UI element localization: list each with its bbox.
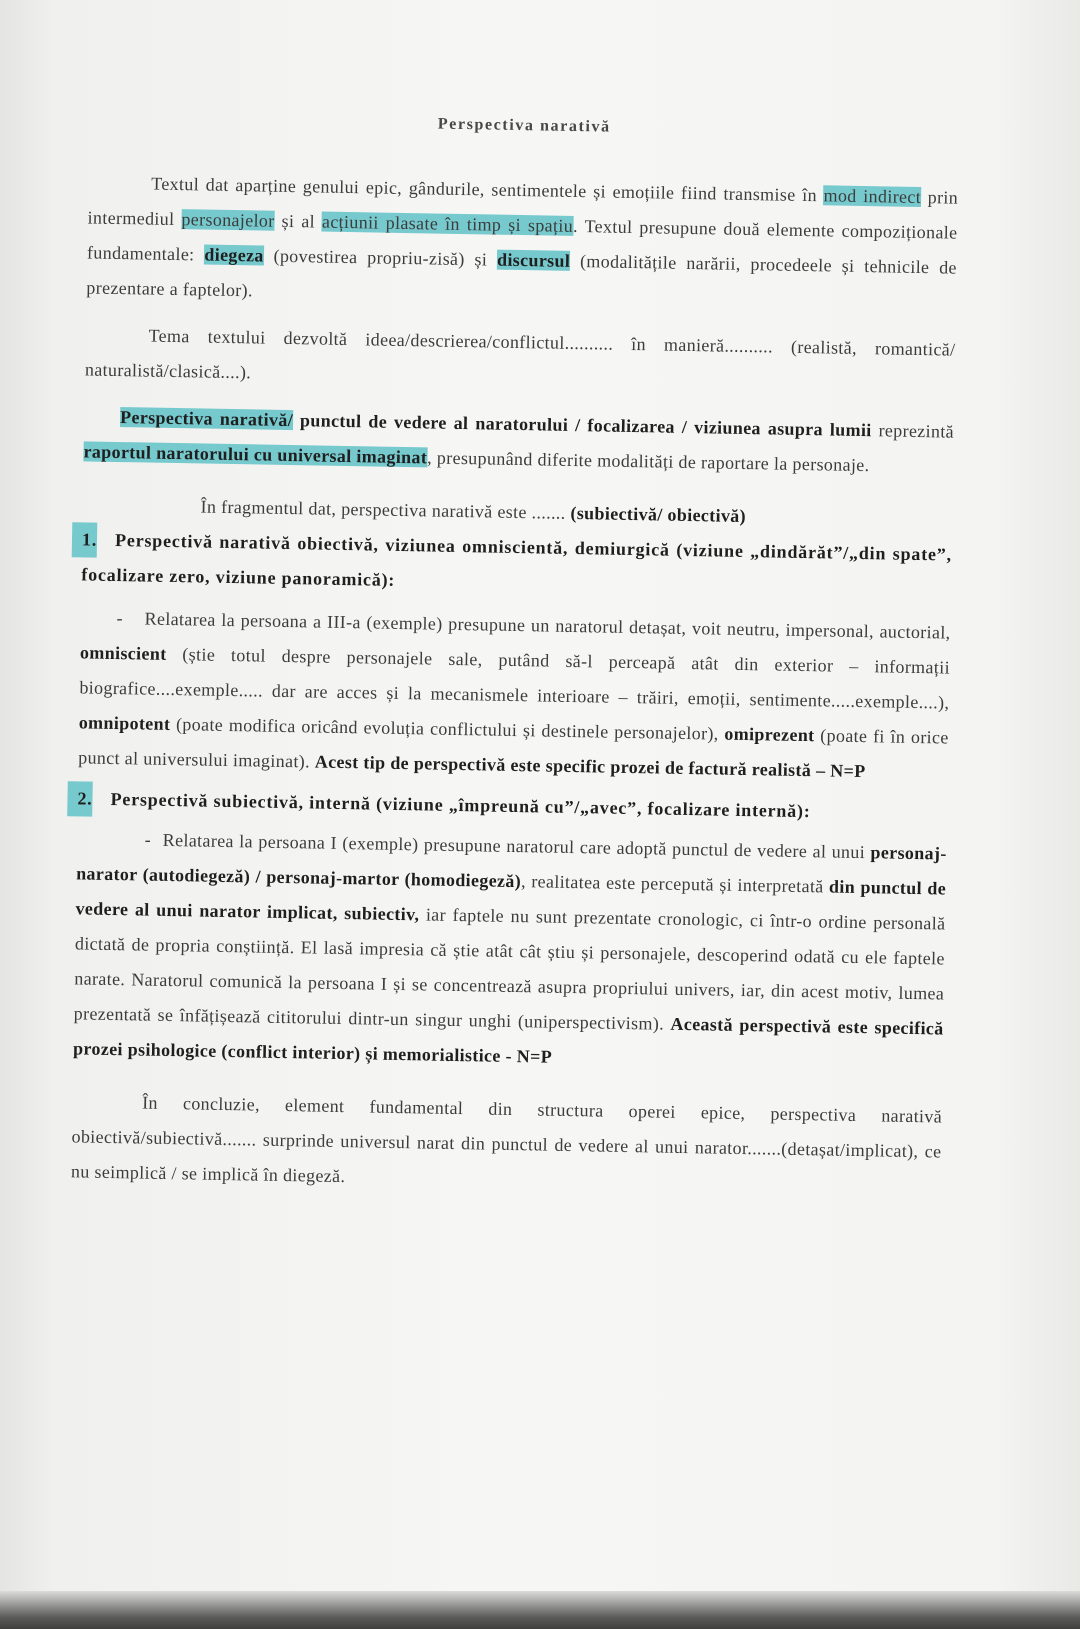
highlight-actiunii: acțiunii plasate în timp și spațiu [321, 211, 574, 236]
fragment-text: În fragmentul dat, perspectiva narativă este ....... [200, 496, 571, 523]
objective-heading-text: Perspectivă narativă obiectivă, viziunea omniscientă, demiurgică (viziune „dindărăt”/„din spate”, focalizare zero, viziune panoramică): [81, 529, 953, 590]
intro-text: prin intermediul [87, 187, 959, 230]
fragment-options: (subiectivă/ obiectivă) [570, 502, 747, 526]
objective-text: (poate fi în orice punct al universului imaginat). [78, 725, 949, 772]
theme-paragraph: Tema textului dezvoltă ideea/descrierea/conflictul.......... în manieră.......... (realistă, romantică/ naturalistă/clasică....). [84, 325, 956, 383]
term-omniscient: omniscient [79, 642, 167, 664]
definition-paragraph [83, 399, 954, 484]
subjective-text: iar faptele nu sunt prezentate cronologic, ci într-o ordine personală dictată de propria conștiință. El lasă impresia că știe atât cât știu și personajele, descoperind odată cu ele faptele narate. Naratorul comunică la persoana I și se concentrează asupra propriului univers, iar, din acest motiv, lumea prezentată se înfățișează cititorului dintr-un singur unghi (uniperspectivism). [73, 904, 946, 1034]
objective-perspective-heading [81, 522, 952, 607]
term-discursul: discursul [496, 249, 571, 271]
bullet-dash: - [116, 608, 124, 629]
intro-text: . Textul presupune două elemente compoziționale fundamentale: [86, 215, 958, 265]
highlight-raportul-naratorului: raportul naratorului cu universal imaginat [83, 441, 428, 468]
term-perspectiva-narativa: Perspectiva narativă/ [119, 407, 294, 431]
term-omiprezent: omiprezent [724, 723, 815, 746]
intro-text: (modalitățile narării, procedeele și tehnicile de prezentare a faptelor). [86, 250, 958, 301]
objective-summary: Acest tip de perspectivă este specific prozei de factură realistă – N=P [314, 751, 866, 782]
definition-synonyms: punctul de vedere al naratorului / focalizarea / viziunea asupra lumii [292, 410, 872, 441]
objective-text: (poate modifica oricând evoluția conflictului și destinele personajelor), [170, 713, 725, 744]
photo-bottom-edge [0, 1591, 1080, 1629]
definition-text: reprezintă [871, 420, 955, 442]
document-title: Perspectiva narativă [437, 115, 611, 136]
highlight-personajelor: personajelor [181, 209, 275, 231]
objective-perspective-paragraph [78, 600, 951, 790]
term-personaj-narator: personaj-narator (autodiegeză) / personaj-martor (homodiegeză) [76, 842, 947, 892]
subjective-heading-text: Perspectivă subiectivă, internă (viziune „împreună cu”/„avec”, focalizare internă): [110, 788, 811, 822]
term-omnipotent: omnipotent [78, 712, 171, 734]
intro-text: Textul dat aparține genului epic, gândurile, sentimentele și emoțiile fiind transmise în [151, 173, 824, 206]
intro-text: (povestirea propriu-zisă) și [263, 245, 498, 270]
term-narator-implicat: din punctul de vedere al unui narator implicat, subiectiv, [75, 876, 947, 925]
subjective-perspective-paragraph [73, 821, 947, 1081]
intro-paragraph [86, 165, 958, 320]
intro-text: și al [274, 210, 323, 232]
item-number-1: 1. [72, 522, 98, 557]
subjective-summary: Această perspectivă este specifică prozei psihologice (conflict interior) și memorialistice - N=P [72, 1013, 944, 1067]
item-number-2: 2. [67, 781, 93, 816]
subjective-text: Relatarea la persoana I (exemple) presupune naratorul care adoptă punctul de vedere al unui [162, 829, 871, 863]
highlight-mod-indirect: mod indirect [823, 185, 922, 207]
term-diegeza: diegeza [204, 244, 264, 266]
conclusion-paragraph: În concluzie, element fundamental din structura operei epice, perspectiva narativă obiectivă/subiectivă....... surprinde universul narat din punctul de vedere al unui narator.......(detașat/implicat), ce nu seimplică / se implică în diegeză. [70, 1092, 943, 1187]
bullet-dash: - [144, 829, 152, 850]
subjective-text: , realitatea este percepută și interpretată [520, 871, 830, 897]
objective-text: (știe totul despre personajele sale, putând să-l perceapă atât din exterior – informații biografice....exemple..... dar are acces și la mecanismele interioare – trăiri, emoții, sentimente.....exemple....), [79, 643, 951, 713]
definition-text: , presupunând diferite modalități de raportare la personaje. [427, 447, 870, 476]
document-page [71, 100, 960, 1204]
objective-text: Relatarea la persoana a III-a (exemple) presupune un naratorul detașat, voit neutru, impersonal, auctorial, [144, 608, 951, 643]
